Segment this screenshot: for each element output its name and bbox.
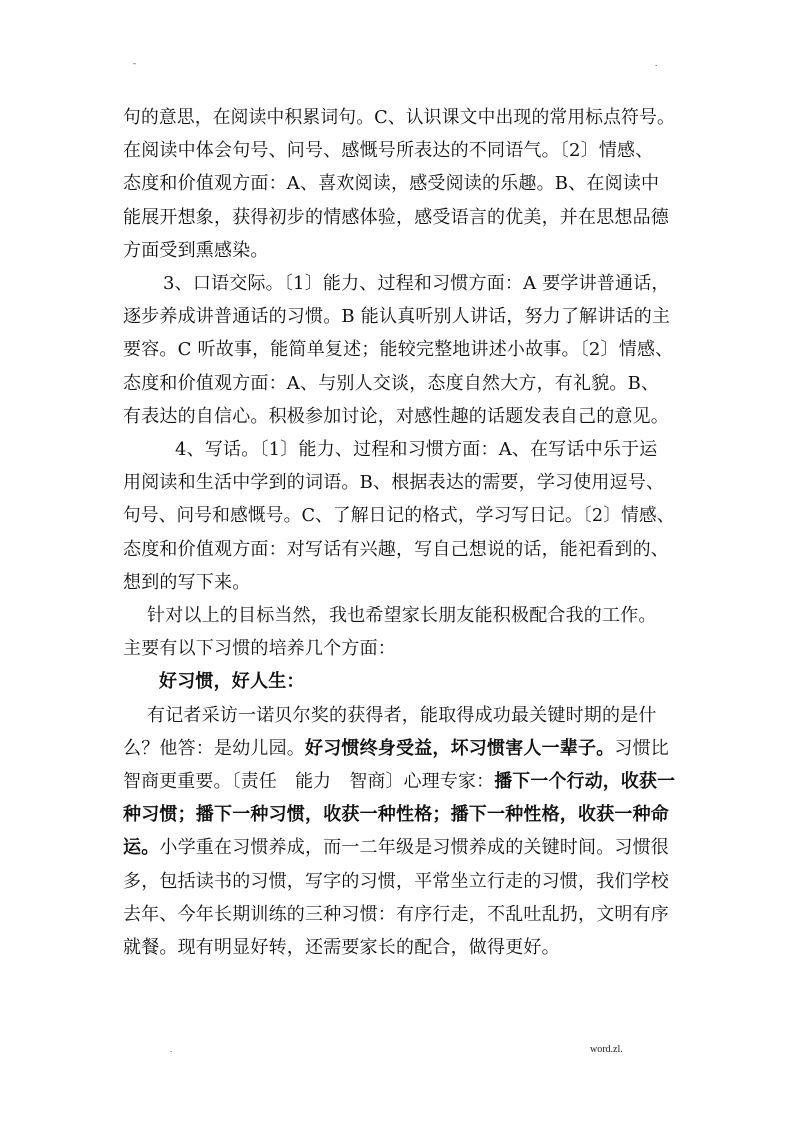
- header-left-mark: -: [133, 58, 136, 68]
- footer-page-label: word.zl.: [590, 1044, 623, 1055]
- text-segment: 有记者采访一诺贝尔奖的获得者，能取得成功最关键时期的是什: [147, 704, 657, 726]
- text-segment: 多，包括读书的习惯，写字的习惯，平常坐立行走的习惯，我们学校: [123, 870, 669, 892]
- text-line: [123, 604, 657, 628]
- text-line: [123, 172, 659, 196]
- text-segment: 句号、问号和感慨号。C、了解日记的格式，学习写日记。〔2〕情感、: [123, 505, 675, 527]
- text-segment: 态度和价值观方面：A、与别人交谈，态度自然大方，有礼貌。B、: [123, 372, 660, 394]
- text-line: [123, 206, 669, 230]
- text-line: [123, 637, 396, 661]
- bold-text-segment: 种习惯；播下一种习惯，收获一种性格；播下一种性格，收获一种命: [123, 804, 669, 826]
- text-line: [123, 372, 659, 396]
- footer-left-mark: .: [170, 1044, 173, 1054]
- text-line: [123, 571, 250, 595]
- text-line: [123, 538, 669, 562]
- text-line: [123, 870, 669, 894]
- text-line: [123, 338, 673, 362]
- text-segment: 能展开想象，获得初步的情感体验，感受语言的优美，并在思想品德: [123, 206, 669, 228]
- text-line: [123, 239, 269, 263]
- text-segment: 就餐。现有明显好转，还需要家长的配合，做得更好。: [123, 937, 560, 958]
- text-line: [123, 305, 670, 329]
- text-line: [123, 471, 664, 495]
- text-line: [123, 903, 669, 927]
- text-line: [123, 770, 675, 794]
- text-line: [123, 139, 653, 163]
- text-segment: 习惯比: [614, 737, 670, 759]
- text-segment: 3、口语交际。〔1〕能力、过程和习惯方面：A 要学讲普通话，: [163, 273, 670, 294]
- text-line: [123, 704, 657, 728]
- text-segment: 逐步养成讲普通话的习惯。B 能认真听别人讲话，努力了解讲话的主: [123, 306, 671, 328]
- text-line: [123, 504, 675, 528]
- text-line: [123, 836, 669, 860]
- text-line: [123, 670, 305, 694]
- text-line: [123, 737, 669, 761]
- text-segment: 4、写话。〔1〕能力、过程和习惯方面：A、在写话中乐于运: [175, 439, 658, 460]
- text-segment: 句的意思，在阅读中积累词句。C、认识课文中出现的常用标点符号。: [123, 107, 675, 128]
- text-segment: 去年、今年长期训练的三种习惯：有序行走，不乱吐乱扔，文明有序: [123, 903, 669, 925]
- text-segment: 想到的写下来。: [123, 571, 251, 593]
- text-segment: 智商更重要。〔责任 能力 智商〕心理专家：: [123, 771, 495, 792]
- text-segment: 小学重在习惯养成，而一二年级是习惯养成的关键时间。习惯很: [159, 837, 670, 859]
- header-right-mark: .: [655, 58, 658, 68]
- text-line: [123, 405, 669, 429]
- text-segment: 态度和价值观方面：A、喜欢阅读，感受阅读的乐趣。B、在阅读中: [123, 173, 660, 195]
- text-segment: 用阅读和生活中学到的词语。B、根据表达的需要，学习使用逗号、: [123, 472, 665, 494]
- text-segment: 有表达的自信心。积极参加讨论，对感性趣的话题发表自己的意见。: [123, 405, 669, 427]
- text-segment: 方面受到熏感染。: [123, 239, 269, 261]
- text-segment: 态度和价值观方面：对写话有兴趣，写自己想说的话，能祀看到的、: [123, 538, 669, 560]
- text-segment: 么？他答：是幼儿园。: [123, 737, 305, 759]
- text-segment: 要容。C 听故事，能简单复述；能较完整地讲述小故事。〔2〕情感、: [123, 339, 674, 361]
- text-line: [123, 272, 670, 296]
- text-segment: 主要有以下习惯的培养几个方面：: [123, 638, 396, 660]
- bold-text-segment: 好习惯，好人生：: [159, 671, 305, 693]
- text-line: [123, 106, 675, 130]
- bold-text-segment: 运。: [123, 837, 160, 859]
- text-segment: 针对以上的目标当然，我也希望家长朋友能积极配合我的工作。: [147, 605, 657, 626]
- text-line: [123, 803, 669, 827]
- text-segment: 在阅读中体会句号、问号、感慨号所表达的不同语气。〔2〕情感、: [123, 140, 654, 162]
- bold-text-segment: 好习惯终身受益，坏习惯害人一辈子。: [305, 737, 615, 759]
- text-line: [123, 438, 658, 462]
- bold-text-segment: 播下一个行动，收获一: [494, 771, 676, 792]
- text-line: [123, 936, 560, 960]
